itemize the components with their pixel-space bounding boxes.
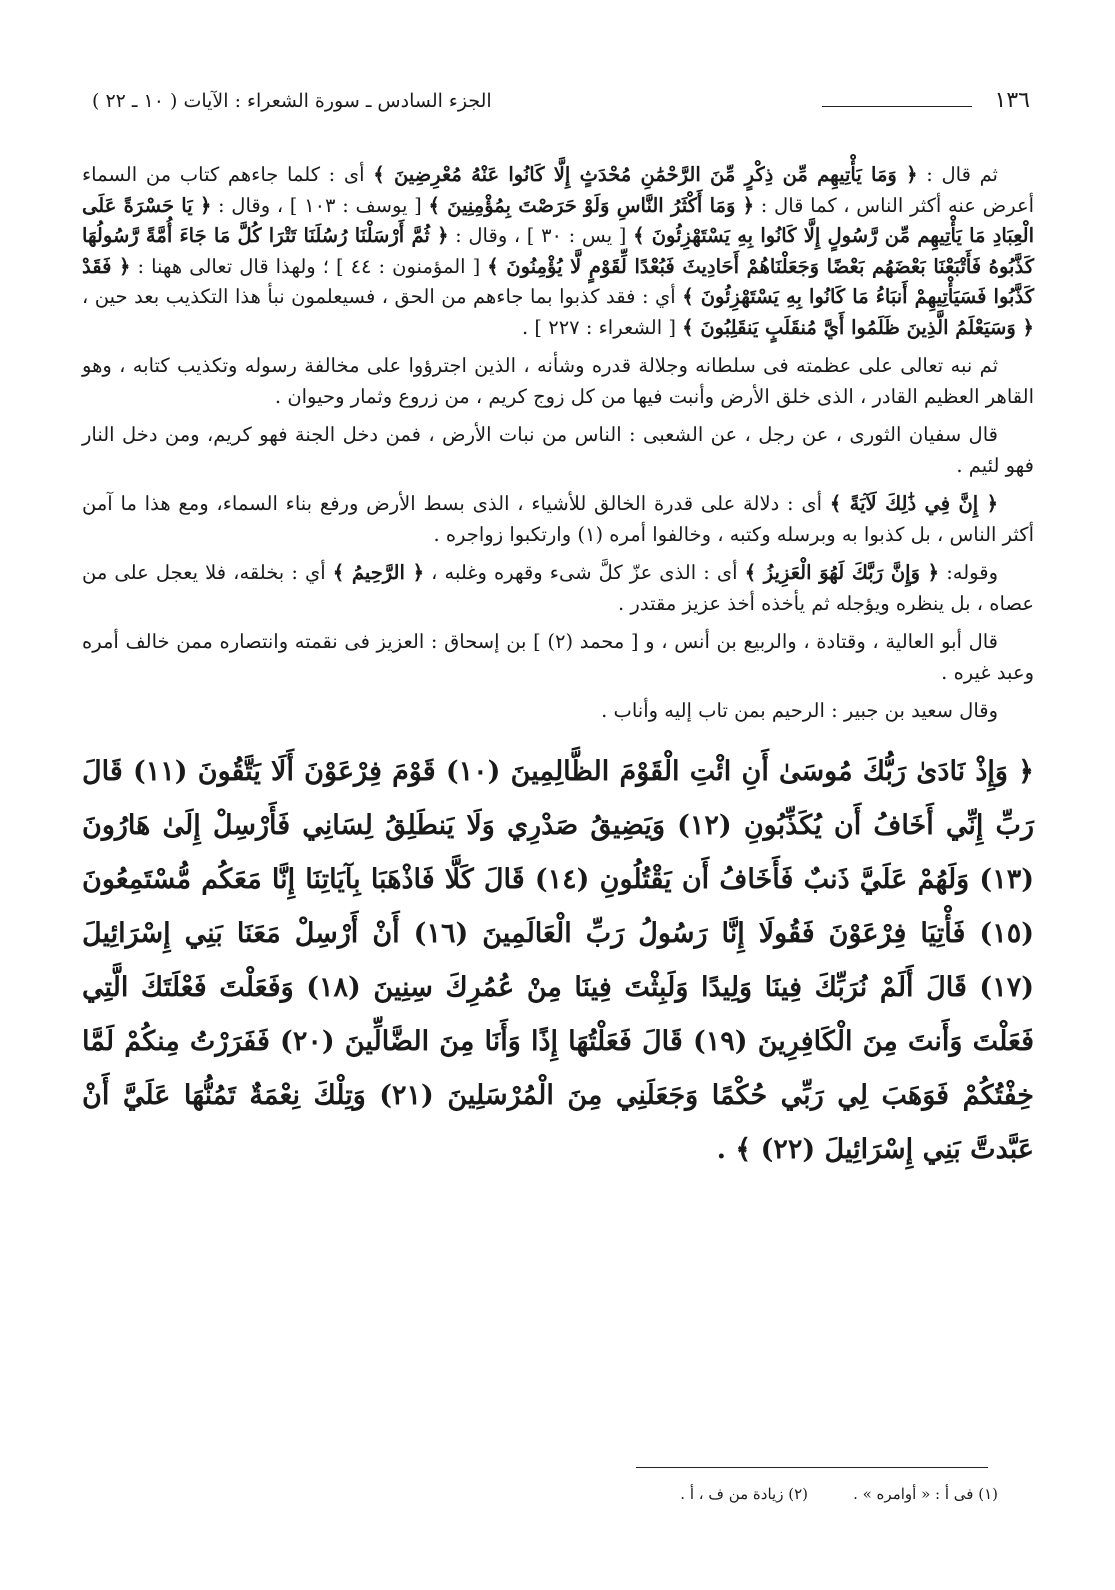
paragraph xyxy=(82,489,1034,550)
text-segment: أى : الذى عزّ كلَّ شىء وقهره وغلبه ، xyxy=(424,561,745,584)
quran-quote: ﴿ وَإِنَّ رَبَّكَ لَهُوَ الْعَزِيزُ ﴾ xyxy=(744,561,940,584)
quran-quote: ﴿ يَا حَسْرَةً عَلَى الْعِبَادِ مَا يَأْتِيهِم مِّن رَّسُولٍ إِلَّا كَانُوا بِهِ يَسْتَهْزِئُونَ ﴾ xyxy=(82,193,1035,247)
text-segment: أي : فقد كذبوا بما جاءهم من الحق ، فسيعلمون نبأ هذا التكذيب بعد حين ، xyxy=(82,285,683,308)
text-segment: أى : دلالة على قدرة الخالق للأشياء ، الذى بسط الأرض ورفع بناء السماء، ومع هذا ما آمن أكثر الناس ، بل كذبوا به وبرسله وكتبه ، وخالفوا أمره (١) وارتكبوا زواجره . xyxy=(82,492,1034,546)
text-segment: [ المؤمنون : ٤٤ ] ؛ ولهذا قال تعالى ههنا : xyxy=(130,254,488,278)
footnote-2: (٢) زيادة من ف ، أ . xyxy=(680,1485,808,1503)
paragraph xyxy=(82,558,1034,619)
paragraph xyxy=(82,351,1034,412)
quran-quote: ﴿ ثُمَّ أَرْسَلْنَا رُسُلَنَا تَتْرَا كُلَّ مَا جَاءَ أُمَّةً رَّسُولُهَا كَذَّبُوهُ فَأَتْبَعْنَا بَعْضَهُم بَعْضًا وَجَعَلْنَاهُمْ أَحَادِيثَ فَبُعْدًا لِّقَوْمٍ لَّا يُؤْمِنُونَ ﴾ xyxy=(82,224,1034,278)
paragraph xyxy=(82,627,1034,688)
text-segment: قال أبو العالية ، وقتادة ، والربيع بن أنس ، و [ محمد (٢) ] بن إسحاق : العزيز فى نقمته وانتصاره ممن خالف أمره وعبد غيره . xyxy=(82,630,1034,684)
text-segment: وقوله: xyxy=(939,561,998,584)
text-segment: [ الشعراء : ٢٢٧ ] . xyxy=(522,315,683,339)
quran-quote: ﴿ إِنَّ فِي ذَٰلِكَ لَآيَةً ﴾ xyxy=(829,492,999,515)
running-header xyxy=(92,88,1030,118)
quran-quote: ﴿ وَمَا أَكْثَرُ النَّاسِ وَلَوْ حَرَصْتَ بِمُؤْمِنِينَ ﴾ xyxy=(428,193,755,217)
text-segment: أى : كلما جاءهم كتاب من السماء أعرض عنه أكثر الناس ، كما قال : xyxy=(82,163,1035,217)
page-number: ١٣٦ xyxy=(994,88,1030,113)
quran-quote: ﴿ وَسَيَعْلَمُ الَّذِينَ ظَلَمُوا أَيَّ مُنقَلَبٍ يَنقَلِبُونَ ﴾ xyxy=(682,315,1034,339)
paragraph xyxy=(82,420,1034,481)
footnote-1: (١) فى أ : « أوامره » . xyxy=(853,1485,998,1503)
text-segment: ثم نبه تعالى على عظمته فى سلطانه وجلالة قدره وشأنه ، الذين اجترؤوا على مخالفة رسوله وتكذيب كتابه ، وهو القاهر العظيم القادر ، الذى خلق الأرض وأنبت فيها من كل زوج كريم ، من زروع وثمار وحيوان . xyxy=(82,354,1034,408)
quran-verses: ﴿ وَإِذْ نَادَىٰ رَبُّكَ مُوسَىٰ أَنِ ائْتِ الْقَوْمَ الظَّالِمِينَ (١٠) قَوْمَ فِرْعَوْنَ أَلَا يَتَّقُونَ (١١) قَالَ رَبِّ إِنِّي أَخَافُ أَن يُكَذِّبُونِ (١٢) وَيَضِيقُ صَدْرِي وَلَا يَنطَلِقُ لِسَانِي فَأَرْسِلْ إِلَىٰ هَارُونَ (١٣) وَلَهُمْ عَلَيَّ ذَنبٌ فَأَخَافُ أَن يَقْتُلُونِ (١٤) قَالَ كَلَّا فَاذْهَبَا بِآيَاتِنَا إِنَّا مَعَكُم مُّسْتَمِعُونَ (١٥) فَأْتِيَا فِرْعَوْنَ فَقُولَا إِنَّا رَسُولُ رَبِّ الْعَالَمِينَ (١٦) أَنْ أَرْسِلْ مَعَنَا بَنِي إِسْرَائِيلَ (١٧) قَالَ أَلَمْ نُرَبِّكَ فِينَا وَلِيدًا وَلَبِثْتَ فِينَا مِنْ عُمُرِكَ سِنِينَ (١٨) وَفَعَلْتَ فَعْلَتَكَ الَّتِي فَعَلْتَ وَأَنتَ مِنَ الْكَافِرِينَ (١٩) قَالَ فَعَلْتُهَا إِذًا وَأَنَا مِنَ الضَّالِّينَ (٢٠) فَفَرَرْتُ مِنكُمْ لَمَّا خِفْتُكُمْ فَوَهَبَ لِي رَبِّي حُكْمًا وَجَعَلَنِي مِنَ الْمُرْسَلِينَ (٢١) وَتِلْكَ نِعْمَةٌ تَمُنُّهَا عَلَيَّ أَنْ عَبَّدتَّ بَنِي إِسْرَائِيلَ (٢٢) ﴾ . xyxy=(82,755,1035,1165)
text-segment: [ يوسف : ١٠٣ ] ، وقال : xyxy=(211,193,429,217)
quran-quote: ﴿ الرَّحِيمُ ﴾ xyxy=(332,561,425,584)
page-body xyxy=(82,160,1034,1177)
running-title: الجزء السادس ـ سورة الشعراء : الآيات ( ١٠ ـ ٢٢ ) xyxy=(92,90,492,112)
footnote-rule xyxy=(636,1467,988,1468)
paragraph xyxy=(82,160,1034,343)
paragraph xyxy=(82,696,1034,727)
commentary-text xyxy=(82,160,1034,727)
text-segment: قال سفيان الثورى ، عن رجل ، عن الشعبى : الناس من نبات الأرض ، فمن دخل الجنة فهو كريم، ومن دخل النار فهو لئيم . xyxy=(82,423,1034,477)
text-segment: ثم قال : xyxy=(917,163,998,186)
quran-quote: ﴿ وَمَا يَأْتِيهِم مِّن ذِكْرٍ مِّنَ الرَّحْمَٰنِ مُحْدَثٍ إِلَّا كَانُوا عَنْهُ مُعْرِضِينَ ﴾ xyxy=(373,163,918,186)
text-segment: أي : بخلقه، فلا يعجل على من عصاه ، بل ينظره ويؤجله ثم يأخذه أخذ عزيز مقتدر . xyxy=(82,561,1034,615)
text-segment: وقال سعيد بن جبير : الرحيم بمن تاب إليه وأناب . xyxy=(601,699,998,722)
header-rule xyxy=(822,106,972,107)
quran-quote: ﴿ فَقَدْ كَذَّبُوا فَسَيَأْتِيهِمْ أَنبَاءُ مَا كَانُوا بِهِ يَسْتَهْزِئُونَ ﴾ xyxy=(82,254,1034,308)
text-segment: [ يس : ٣٠ ] ، وقال : xyxy=(448,224,634,247)
